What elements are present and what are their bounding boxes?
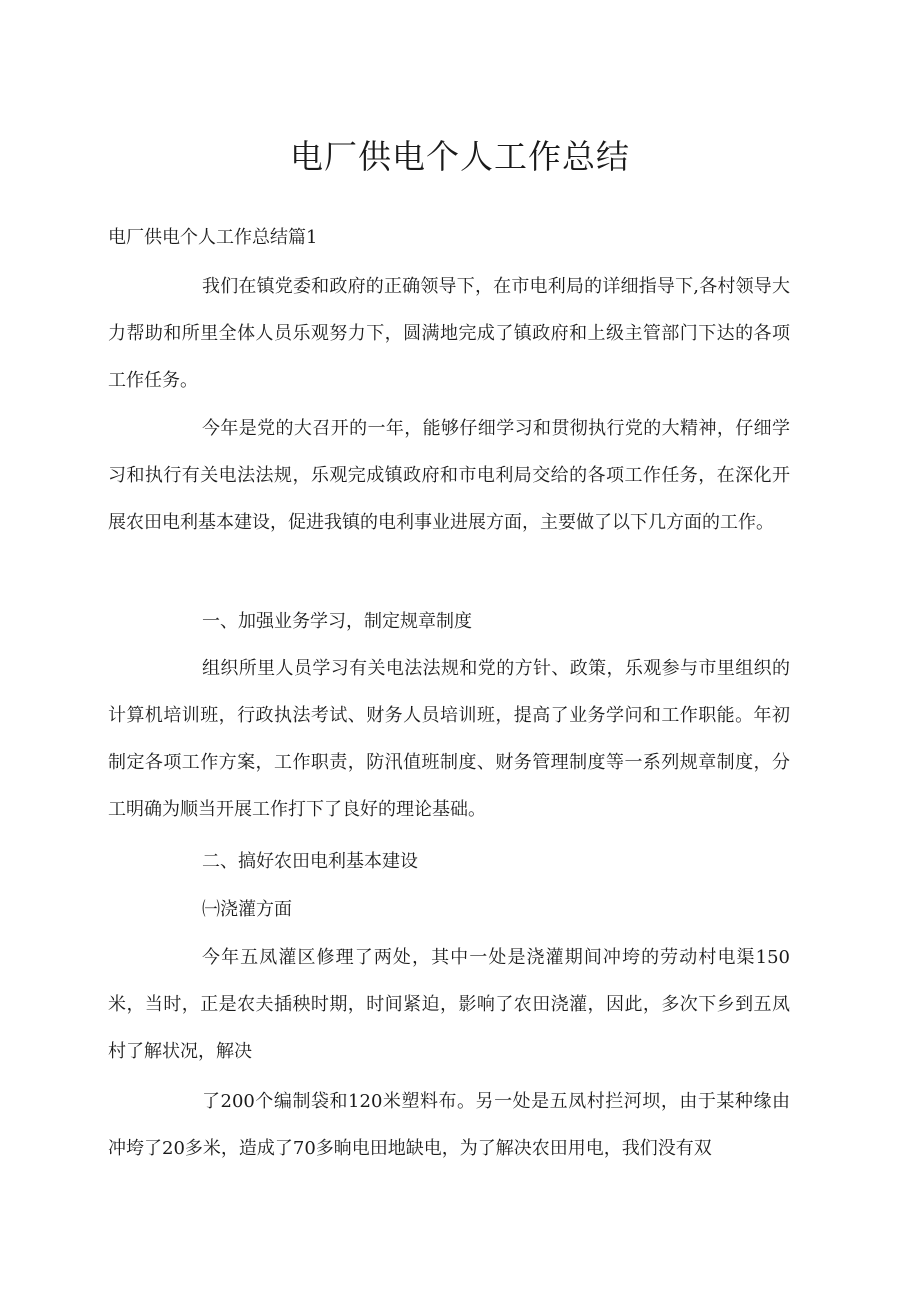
heading-irrigation: ㈠浇灌方面 [202, 899, 292, 920]
paragraph-repair: 了200个编制袋和120米塑料布。另一处是五凤村拦河坝，由于某种缘由冲垮了20多米，造成了70多晌电田地缺电，为了解决农田用电，我们没有双 [108, 1091, 790, 1159]
paragraph-irrigation: 今年五凤灌区修理了两处，其中一处是浇灌期间冲垮的劳动村电渠150米，当时，正是农夫插秧时期，时间紧迫，影响了农田浇灌，因此，多次下乡到五凤村了解状况，解决 [108, 947, 790, 1062]
paragraph-overview: 今年是党的大召开的一年，能够仔细学习和贯彻执行党的大精神，仔细学习和执行有关电法法规，乐观完成镇政府和市电利局交给的各项工作任务，在深化开展农田电利基本建设，促进我镇的电利事业进展方面，主要做了以下几方面的工作。 [108, 418, 790, 533]
paragraph-intro: 我们在镇党委和政府的正确领导下，在市电利局的详细指导下,各村领导大力帮助和所里全体人员乐观努力下，圆满地完成了镇政府和上级主管部门下达的各项工作任务。 [108, 276, 790, 391]
heading-construction: 二、搞好农田电利基本建设 [202, 851, 418, 872]
paragraph-study: 组织所里人员学习有关电法法规和党的方针、政策，乐观参与市里组织的计算机培训班，行政执法考试、财务人员培训班，提高了业务学问和工作职能。年初制定各项工作方案，工作职责，防汛值班制度、财务管理制度等一系列规章制度，分工明确为顺当开展工作打下了良好的理论基础。 [108, 658, 790, 820]
section-heading: 电厂供电个人工作总结篇1 [108, 227, 318, 248]
heading-study: 一、加强业务学习，制定规章制度 [202, 611, 472, 632]
document-title: 电厂供电个人工作总结 [290, 137, 630, 176]
